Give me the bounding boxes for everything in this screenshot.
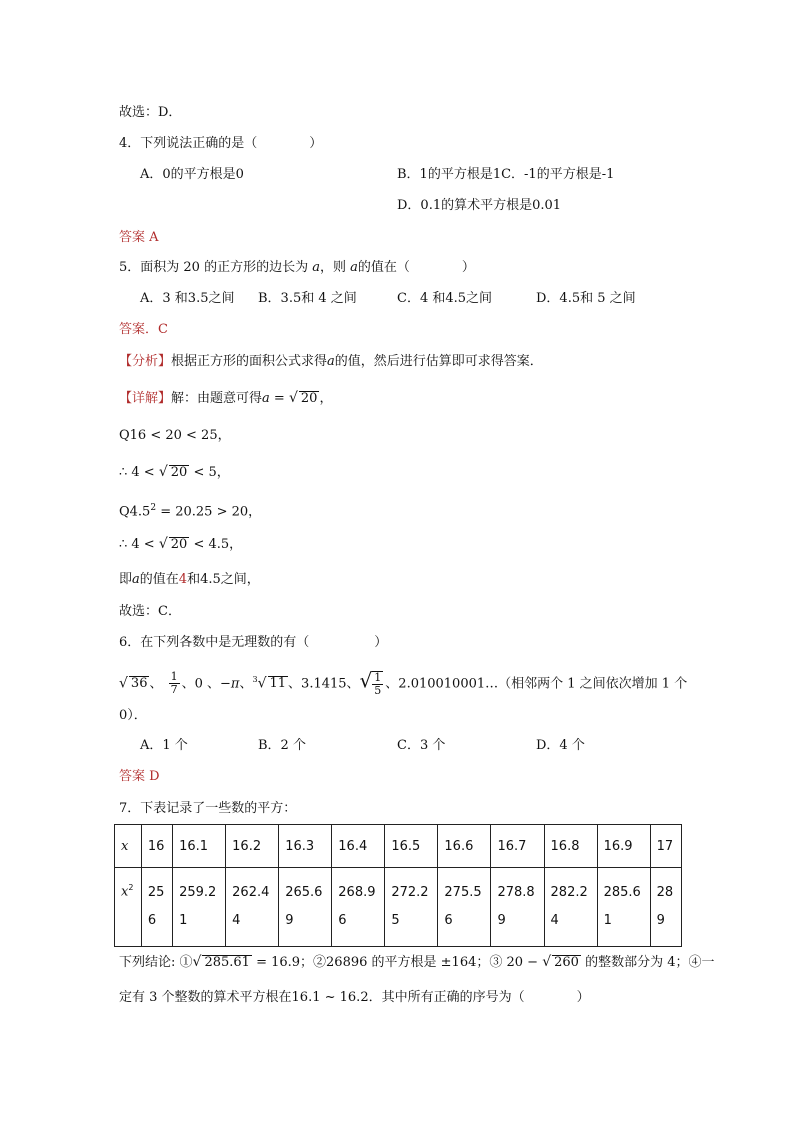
q6-stem: 6．在下列各数中是无理数的有（ ）	[119, 635, 388, 650]
cell-top: 265.6	[285, 885, 323, 900]
q6-option-c: C．3 个	[397, 738, 446, 753]
q5-option-d: D．4.5和 5 之间	[536, 291, 636, 306]
cell-bottom: 5	[391, 913, 400, 928]
line2-radicand: 20	[170, 465, 188, 480]
cell-bottom: 6	[444, 913, 453, 928]
cell-top: 285.6	[603, 885, 641, 900]
q6-numbers	[119, 668, 687, 697]
table-cell: 16.3	[279, 825, 332, 868]
cell-top: 278.8	[497, 885, 535, 900]
cell-bottom: 9	[497, 913, 506, 928]
q6-tail: 、2.010010001…（相邻两个 1 之间依次增加 1 个	[385, 676, 688, 692]
q5-option-b: B．3.5和 4 之间	[258, 291, 357, 306]
line3-sup: 2	[150, 503, 157, 513]
line2-pre: ∴ 4 <	[119, 465, 159, 480]
q4-stem: 4．下列说法正确的是（ ）	[119, 136, 323, 151]
q7-conclusions	[119, 953, 715, 972]
concl-2: 的整数部分为 4；④一	[580, 955, 715, 970]
cell-top: 28	[656, 885, 674, 900]
cell-top: 25	[147, 885, 165, 900]
q5-option-c: C．4 和4.5之间	[397, 291, 493, 306]
line5-four: 4	[178, 572, 188, 587]
x2-base: x	[121, 884, 129, 900]
q5-analysis	[119, 353, 543, 371]
table-cell	[173, 868, 226, 947]
table-cell	[491, 868, 544, 947]
q5-stem-pre: 5．面积为 20 的正方形的边长为	[119, 260, 309, 275]
q6-sep4: 、3.1415、	[288, 676, 360, 692]
table-cell: 16.2	[226, 825, 279, 868]
table-cell	[279, 868, 332, 947]
concl-radicand-285: 285.61	[204, 955, 250, 970]
detail-equals: =	[269, 391, 289, 406]
q4-option-b-c: B．1的平方根是1C．-1的平方根是-1	[397, 167, 615, 182]
cell-top: 262.4	[232, 885, 270, 900]
cell-bottom: 1	[179, 913, 188, 928]
table-cell	[650, 868, 681, 947]
sqrt-sign: √	[257, 675, 267, 692]
line5-pre: 即	[119, 572, 133, 587]
q5-line-5	[119, 571, 260, 589]
frac-num: 1	[170, 670, 178, 684]
table-cell	[544, 868, 597, 947]
q6-option-b: B．2 个	[258, 738, 306, 753]
x2-sup: 2	[128, 883, 134, 892]
q5-stem-post: 的值在（ ）	[357, 260, 475, 275]
line4-post: < 4.5，	[189, 537, 243, 552]
q6-cube-index: 3	[252, 675, 258, 684]
cell-bottom: 9	[656, 913, 665, 928]
sqrt-sign: √	[288, 390, 298, 406]
q5-stem-mid: ，则	[319, 260, 346, 275]
detail-text: 解：由题意可得	[171, 391, 263, 406]
sqrt-sign: √	[359, 668, 373, 693]
q4-option-a: A．0的平方根是0	[140, 167, 244, 182]
cell-bottom: 6	[147, 913, 157, 928]
q5-line-4	[119, 535, 242, 554]
table-cell: 16.8	[544, 825, 597, 868]
line4-pre: ∴ 4 <	[119, 537, 159, 552]
q6-sep1: 、	[149, 676, 163, 692]
squares-table	[114, 824, 682, 947]
table-cell	[597, 868, 650, 947]
row-label-x-squared	[115, 868, 142, 947]
table-cell	[438, 868, 491, 947]
line2-post: < 5，	[189, 465, 230, 480]
cell-bottom: 1	[603, 913, 612, 928]
q5-line-1: Q16 < 20 < 25，	[119, 428, 231, 443]
q5-line-3	[119, 499, 261, 521]
frac2-num: 1	[374, 670, 382, 684]
analysis-var-a: a	[327, 354, 335, 369]
cell-top: 275.5	[444, 885, 482, 900]
table-cell: 16.5	[385, 825, 438, 868]
cell-bottom: 6	[338, 913, 347, 928]
table-cell	[141, 868, 172, 947]
q6-sqrt-fraction-1-5	[372, 671, 383, 697]
q4-answer: 答案 A	[119, 230, 159, 245]
q7-conclusions-line-2: 定有 3 个整数的算术平方根在16.1 ~ 16.2．其中所有正确的序号为（ ）	[119, 990, 590, 1005]
cell-top: 272.2	[391, 885, 429, 900]
q6-sep2: 、0 、	[181, 676, 221, 692]
concl-1: = 16.9；②26896 的平方根是 ±164；③ 20 −	[251, 955, 543, 970]
q5-choose: 故选：C．	[119, 604, 181, 619]
sqrt-sign: √	[158, 464, 168, 480]
frac-den: 7	[170, 683, 178, 697]
table-cell: 16.4	[332, 825, 385, 868]
q5-var-a: a	[312, 260, 320, 275]
q6-radicand-11: 11	[269, 676, 287, 692]
q5-line-2	[119, 463, 230, 482]
q6-neg-pi: −π	[220, 676, 240, 692]
table-cell: 17	[650, 825, 681, 868]
line5-var-a: a	[132, 572, 140, 587]
analysis-text: 根据正方形的面积公式求得	[171, 354, 328, 369]
sqrt-sign: √	[119, 675, 128, 692]
q7-stem: 7．下表记录了一些数的平方：	[119, 801, 297, 816]
detail-tag: 【详解】	[119, 391, 172, 406]
cell-bottom: 9	[285, 913, 294, 928]
q4-option-d: D．0.1的算术平方根是0.01	[397, 198, 562, 213]
table-cell: 16.9	[597, 825, 650, 868]
sqrt-sign: √	[158, 536, 168, 552]
analysis-tag: 【分析】	[119, 354, 172, 369]
line5-post: 和4.5之间，	[187, 572, 260, 587]
q6-option-d: D．4 个	[536, 738, 585, 753]
cell-bottom: 4	[550, 913, 559, 928]
table-cell	[332, 868, 385, 947]
concl-radicand-260: 260	[554, 955, 579, 970]
q6-sep3: 、	[239, 676, 253, 692]
table-row-x	[115, 825, 682, 868]
sqrt-sign: √	[542, 954, 552, 970]
row-label-x: x	[115, 825, 142, 868]
q5-answer: 答案．C	[119, 322, 168, 337]
cell-top: 282.2	[550, 885, 588, 900]
line5-mid: 的值在	[139, 572, 179, 587]
frac2-den: 5	[374, 683, 382, 697]
prev-answer: 故选：D．	[119, 105, 182, 120]
detail-var-a: a	[262, 391, 270, 406]
q5-detail	[119, 389, 332, 408]
q6-tail-line-2: 0）．	[119, 708, 147, 723]
q5-var-a-2: a	[350, 260, 358, 275]
table-cell: 16.1	[173, 825, 226, 868]
q5-stem	[119, 259, 475, 277]
q5-option-a: A．3 和3.5之间	[140, 291, 235, 306]
cell-bottom: 4	[232, 913, 241, 928]
cell-top: 268.9	[338, 885, 376, 900]
q6-option-a: A．1 个	[140, 738, 188, 753]
q6-fraction-1-7	[169, 671, 180, 696]
table-cell: 16	[141, 825, 172, 868]
detail-radicand: 20	[300, 391, 318, 406]
table-cell	[385, 868, 438, 947]
table-cell	[226, 868, 279, 947]
q6-radicand-36: 36	[130, 676, 148, 692]
table-row-x-squared	[115, 868, 682, 947]
table-cell: 16.7	[491, 825, 544, 868]
concl-pre: 下列结论: ①	[119, 955, 193, 970]
q6-answer: 答案 D	[119, 769, 160, 784]
table-cell: 16.6	[438, 825, 491, 868]
line4-radicand: 20	[170, 537, 188, 552]
cell-top: 259.2	[179, 885, 217, 900]
detail-comma: ，	[319, 391, 333, 406]
sqrt-sign: √	[192, 954, 202, 970]
line3-post: = 20.25 > 20，	[156, 504, 262, 520]
analysis-text-2: 的值，然后进行估算即可求得答案．	[334, 354, 543, 369]
line3-pre: Q4.5	[119, 504, 151, 520]
